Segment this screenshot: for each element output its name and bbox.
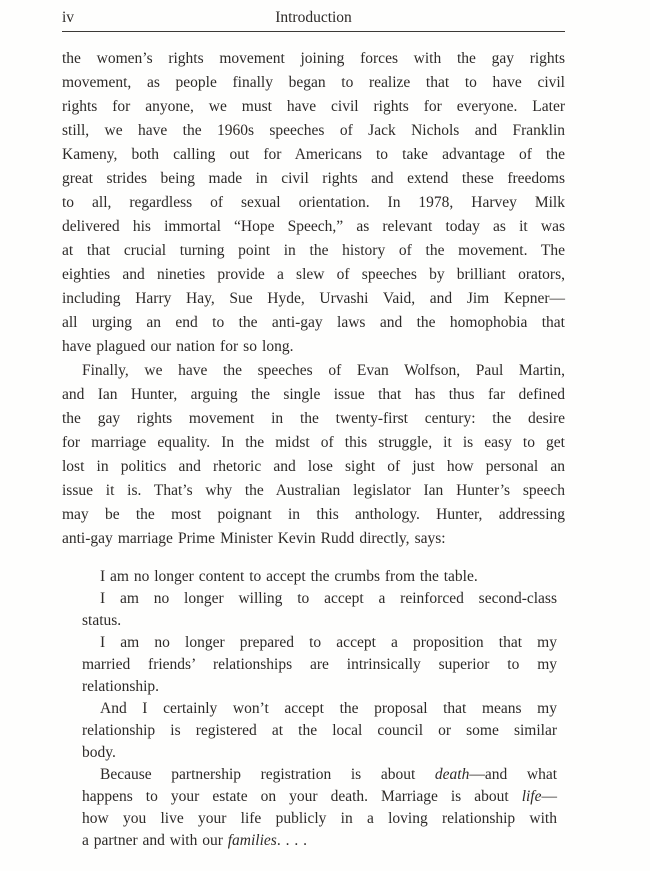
text-line: Finally, we have the speeches of Evan Wolfson, Paul Martin, (82, 362, 565, 379)
quote-paragraph (82, 588, 557, 632)
quote-line: I am no longer prepared to accept a proposition that my (100, 634, 557, 651)
text-line: for marriage equality. In the midst of this struggle, it is easy to get (62, 434, 565, 451)
text-line: lost in politics and rhetoric and lose sight of just how personal an (62, 458, 565, 475)
quote-line: status. (82, 612, 122, 629)
text-line: have plagued our nation for so long. (62, 338, 294, 355)
quote-line: body. (82, 744, 116, 761)
paragraph (62, 47, 565, 359)
text-line: movement, as people finally began to realize that to have civil (62, 74, 565, 91)
text-line: anti-gay marriage Prime Minister Kevin Rudd directly, says: (62, 530, 446, 547)
quote-line: relationship is registered at the local council or some similar (82, 722, 557, 739)
quote-line: happens to your estate on your death. Marriage is about life— (82, 788, 557, 805)
page-number: iv (62, 9, 75, 26)
quote-line: Because partnership registration is about death—and what (100, 766, 558, 783)
quote-line: I am no longer willing to accept a reinforced second-class (100, 590, 557, 607)
text-line: all urging an end to the anti-gay laws and the homophobia that (62, 314, 565, 331)
quote-line: married friends’ relationships are intrinsically superior to my (82, 656, 557, 673)
text-line: the gay rights movement in the twenty-first century: the desire (62, 410, 565, 427)
text-line: may be the most poignant in this anthology. Hunter, addressing (62, 506, 565, 523)
text-line: to all, regardless of sexual orientation. In 1978, Harvey Milk (62, 194, 565, 211)
running-title: Introduction (275, 9, 352, 26)
quote-paragraph (82, 698, 557, 764)
page-header (62, 7, 565, 30)
block-quote (82, 566, 557, 852)
header-rule (62, 31, 565, 32)
body-text (62, 47, 565, 852)
text-line: the women’s rights movement joining forces with the gay rights (62, 50, 565, 67)
text-line: at that crucial turning point in the history of the movement. The (62, 242, 565, 259)
text-line: issue it is. That’s why the Australian legislator Ian Hunter’s speech (62, 482, 565, 499)
quote-line: relationship. (82, 678, 160, 695)
text-line: and Ian Hunter, arguing the single issue that has thus far defined (62, 386, 565, 403)
text-line: still, we have the 1960s speeches of Jack Nichols and Franklin (62, 122, 565, 139)
quote-paragraph (82, 566, 557, 588)
text-line: including Harry Hay, Sue Hyde, Urvashi Vaid, and Jim Kepner— (62, 290, 565, 307)
text-line: rights for anyone, we must have civil rights for everyone. Later (62, 98, 565, 115)
text-line: great strides being made in civil rights and extend these freedoms (62, 170, 565, 187)
paragraph (62, 359, 565, 551)
quote-line: And I certainly won’t accept the proposal that means my (100, 700, 557, 717)
text-line: Kameny, both calling out for Americans to take advantage of the (62, 146, 565, 163)
quote-line: how you live your life publicly in a loving relationship with (82, 810, 557, 827)
text-line: delivered his immortal “Hope Speech,” as relevant today as it was (62, 218, 565, 235)
quote-paragraph (82, 764, 557, 852)
quote-paragraph (82, 632, 557, 698)
quote-line: a partner and with our families. . . . (82, 832, 307, 849)
quote-line: I am no longer content to accept the crumbs from the table. (100, 568, 478, 585)
text-line: eighties and nineties provide a slew of speeches by brilliant orators, (62, 266, 565, 283)
